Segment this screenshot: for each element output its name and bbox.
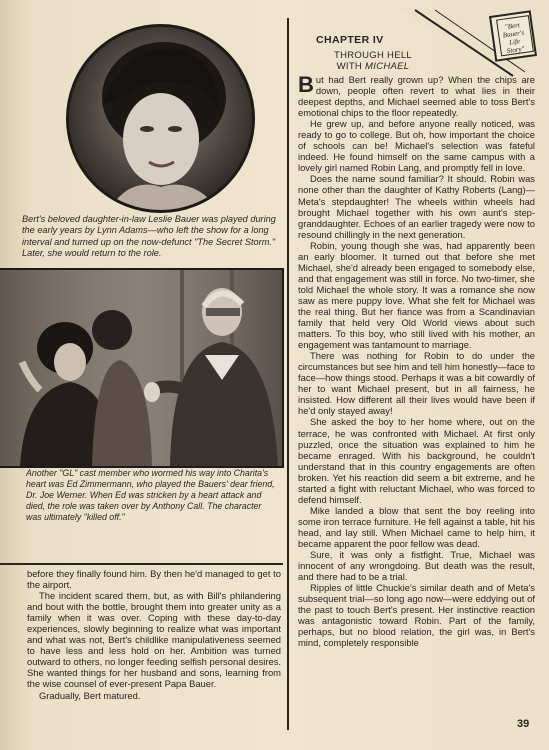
right-paragraph: There was nothing for Robin to do under the circumstances but see him and tell him honestly—face to face—how things stood. Perhaps it was a bit cowardly of her to want Michael present, but in all fairness, he insisted. How different all their lives would have been if he'd only stayed away! — [298, 350, 535, 417]
left-paragraph: The incident scared them, but, as with Bill's philandering and bout with the bottle, brought them into greater unity as a family when it was over. Coping with these day-to-day experiences, slowly beginning to realize what was important and what was not, Bert's childlike manipulativeness seemed to have less and less hold on her. Ambition was turned outward to others, no longer feeding selfish personal desires. She wanted things for her husband and sons, learning from the wise counsel of ever-present Papa Bauer. — [27, 590, 281, 690]
chapter-title: CHAPTER IV — [316, 34, 384, 46]
caption-divider-rule — [0, 563, 283, 565]
scene-photo-cast-members — [0, 268, 284, 468]
right-paragraph-text: ut had Bert really grown up? When the chips are down, people often revert to what lies in their deepest depths, and Michael seemed able to toss Bert's emotional chips to the floor repeatedly. — [298, 74, 535, 119]
page-number: 39 — [517, 718, 530, 730]
badge-text: "Bert Bauer's Life Story" — [502, 21, 525, 56]
subtitle-line — [318, 61, 428, 72]
drop-cap: B — [298, 72, 314, 97]
right-body-text — [298, 74, 535, 648]
subtitle-name: MICHAEL — [365, 61, 410, 72]
right-paragraph: Mike landed a blow that sent the boy reeling into some iron terrace furniture. He fell against a table, hit his head, and lay still. When Michael came to help him, it became apparent the poor fellow was dead. — [298, 504, 535, 549]
left-paragraph: Gradually, Bert matured. — [39, 689, 141, 701]
column-divider-rule — [287, 18, 289, 730]
right-paragraph: Does the name sound familiar? It should. Robin was none other than the daughter of Kathy Roberts (Lang)—Meta's stepdaughter! The wheels within wheels had brought Michael together with his own aunt's step-granddaughter. Echoes of an earlier tragedy were now to resound chillingly in the next generation. — [298, 173, 535, 240]
right-paragraph: She asked the boy to her home where, out on the terrace, he was confronted with Michael. At first only puzzled, once the situation was explained to him he became enraged. With his background, he couldn't understand that in this country engagements are often broken. Yet his reaction did seem a bit extreme, and he started a fight with reluctant Michael, who was forced to defend himself. — [298, 416, 535, 505]
photo-caption-leslie-bauer: Bert's beloved daughter-in-law Leslie Bauer was played during the early years by Lynn Adams—who left the show for a long interval and turned up on the now-defunct "The Secret Storm." Later, she would return to the role. — [22, 214, 276, 259]
subtitle-line: THROUGH HELL — [333, 50, 413, 61]
subtitle-with: WITH — [336, 61, 363, 72]
portrait-photo-leslie-bauer — [66, 24, 255, 213]
right-paragraph: He grew up, and before anyone really noticed, was ready to go to college. But oh, how important the choice of schools can be! Michael's selection was fateful indeed. He found himself on the same campus with a lovely girl named Robin Lang, and promptly fell in love. — [298, 118, 535, 174]
right-paragraph: Sure, it was only a fistfight. True, Michael was innocent of any wrongdoing. But death was the result, and there had to be a trial. — [298, 549, 535, 583]
left-body-text — [27, 568, 281, 701]
right-paragraph: Robin, young though she was, had apparently been an early bloomer. It turned out that before she met Michael, she'd already been engaged to somebody else, and that engagement was still in force. No two-timer, she told Michael the whole story. It was a romance she now saw as mere puppy love. What she felt for Michael was the real thing. But her fiance was from a Scandinavian family that held very Old World views about such matters. To this boy, who still lived with his mother, an engagement was tantamount to marriage. — [298, 239, 535, 351]
photo-caption-ed-zimmermann: Another "GL" cast member who wormed his way into Charita's heart was Ed Zimmermann, who played the Bauers' dear friend, Dr. Joe Werner. When Ed was stricken by a heart attack and died, the role was taken over by Anthony Call. The character was ultimately "killed off." — [26, 468, 275, 522]
right-paragraph: Ripples of little Chuckie's similar death and of Meta's subsequent trial—so long ago now—were eddying out of the past to touch Bert's present. Her instinctive reaction was antagonistic toward Robin. Part of the family, perhaps, but no blood relation, the girl was, in Bert's mind, completely responsible — [298, 582, 535, 649]
chapter-subtitle — [318, 50, 428, 72]
right-paragraph — [298, 74, 535, 118]
left-paragraph: before they finally found him. By then he'd managed to get to the airport. — [27, 568, 281, 591]
